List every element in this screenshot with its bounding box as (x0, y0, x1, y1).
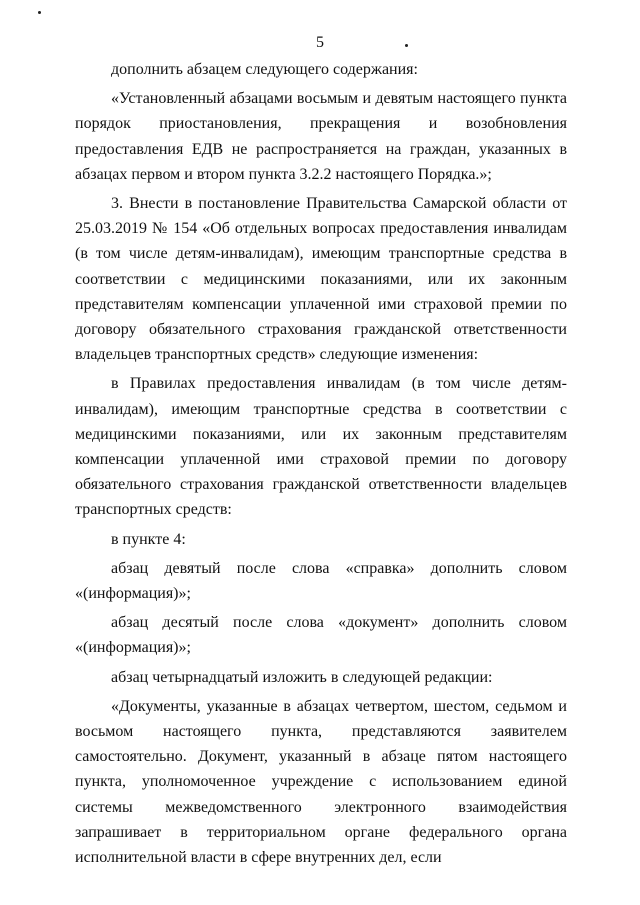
paragraph: дополнить абзацем следующего содержания: (111, 61, 418, 78)
paragraph: абзац десятый после слова «документ» дополнить словом «(информация)»; (75, 614, 567, 657)
scan-speck (38, 11, 41, 14)
paragraph: «Документы, указанные в абзацах четвертом, шестом, седьмом и восьмом настоящего пункта, представляются заявителем самостоятельно. Документ, указанный в абзаце пятом настоящего пункта, уполномоченное учреждение с использованием единой системы межведомственного электронного взаимодействия запрашивает в территориальном органе федерального органа исполнительной власти в сфере внутренних дел, если (75, 697, 567, 867)
paragraph: абзац четырнадцатый изложить в следующей редакции: (111, 668, 493, 686)
document-body (75, 57, 567, 870)
paragraph: «Установленный абзацами восьмым и девятым настоящего пункта порядок приостановления, прекращения и возобновления предоставления ЕДВ не распространяется на граждан, указанных в абзацах первом и втором пункта 3.2.2 настоящего Порядка.»; (75, 90, 567, 183)
paragraph: в Правилах предоставления инвалидам (в том числе детям-инвалидам), имеющим транспортные средства в соответствии с медицинскими показаниями, или их законным представителям компенсации уплаченной ими страховой премии по договору обязательного страхования гражданской ответственности владельцев транспортных средств: (75, 375, 567, 519)
paragraph: 3. Внести в постановление Правительства Самарской области от 25.03.2019 № 154 «Об отдельных вопросах предоставления инвалидам (в том числе детям-инвалидам), имеющим транспортные средства в соответствии с медицинскими показаниями, или их законным представителям компенсации уплаченной ими страховой премии по договору обязательного страхования гражданской ответственности владельцев транспортных средств» следующие изменения: (75, 195, 567, 364)
paragraph: в пункте 4: (111, 530, 186, 548)
paragraph: абзац девятый после слова «справка» дополнить словом «(информация)»; (75, 559, 567, 603)
page-number: 5 (316, 34, 324, 51)
